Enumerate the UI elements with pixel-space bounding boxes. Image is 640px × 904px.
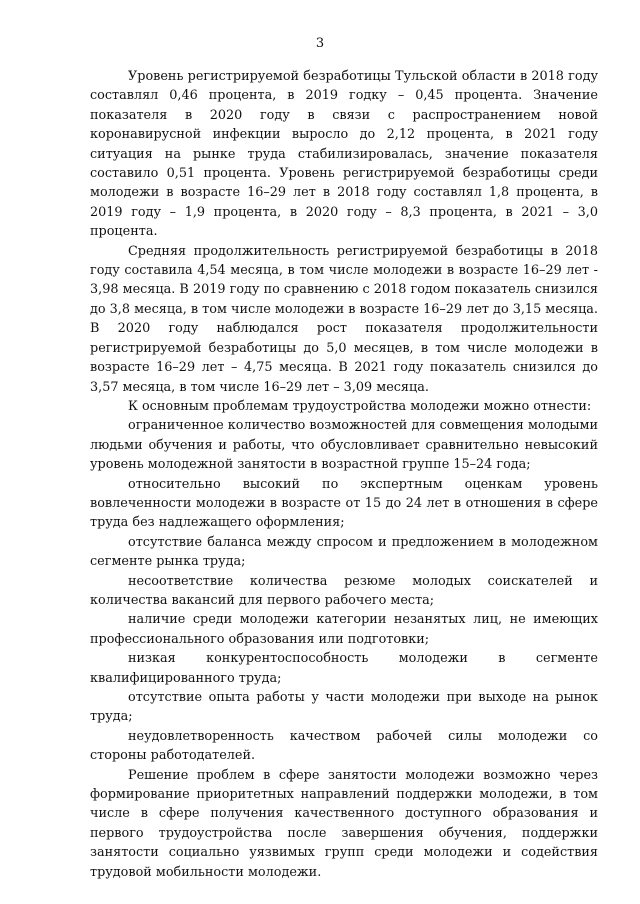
paragraph-unemployment-rate: Уровень регистрируемой безработицы Тульской области в 2018 году составлял 0,46 процента, в 2019 годку – 0,45 процента. Значение показателя в 2020 году в связи с распространением новой коронавирусной инфекции выросло до 2,12 процента, в 2021 году ситуация на рынке труда стабилизировалась, значение показателя составило 0,51 процента. Уровень регистрируемой безработицы среди молодежи в возрасте 16–29 лет в 2018 году составлял 1,8 процента, в 2019 году – 1,9 процента, в 2020 году – 8,3 процента, в 2021 – 3,0 процента. <box>90 69 598 240</box>
body-text <box>90 67 598 882</box>
paragraph-unemployment-duration: Средняя продолжительность регистрируемой безработицы в 2018 году составила 4,54 месяца, в том числе молодежи в возрасте 16–29 лет - 3,98 месяца. В 2019 году по сравнению с 2018 годом показатель снизился до 3,8 месяца, в том числе молодежи в возрасте 16–29 лет до 3,15 месяца. В 2020 году наблюдался рост показателя продолжительности регистрируемой безработицы до 5,0 месяцев, в том числе молодежи в возрасте 16–29 лет – 4,75 месяца. В 2021 году показатель снизился до 3,57 месяца, в том числе 16–29 лет – 3,09 месяца. <box>90 243 598 395</box>
paragraph-solution: Решение проблем в сфере занятости молодежи возможно через формирование приоритетных направлений поддержки молодежи, в том числе в сфере получения качественного доступного образования и первого трудоустройства после завершения обучения, поддержки занятости социально уязвимых групп среди молодежи и содействия трудовой мобильности молодежи. <box>90 767 598 880</box>
list-item-problem: отсутствие баланса между спросом и предложением в молодежном сегменте рынка труда; <box>90 534 598 570</box>
page-number: 3 <box>315 36 325 51</box>
list-item-problem: ограниченное количество возможностей для совмещения молодыми людьми обучения и работы, что обусловливает сравнительно невысокий уровень молодежной занятости в возрастной группе 15–24 года; <box>90 418 598 473</box>
list-item-problem: относительно высокий по экспертным оценкам уровень вовлеченности молодежи в возрасте от 15 до 24 лет в отношения в сфере труда без надлежащего оформления; <box>90 476 598 531</box>
list-item-problem: неудовлетворенность качеством рабочей силы молодежи со стороны работодателей. <box>90 728 598 764</box>
list-item-problem: низкая конкурентоспособность молодежи в сегменте квалифицированного труда; <box>90 651 598 686</box>
list-item-problem: отсутствие опыта работы у части молодежи при выходе на рынок труда; <box>90 690 598 725</box>
list-item-problem: несоответствие количества резюме молодых соискателей и количества вакансий для первого рабочего места; <box>90 573 598 608</box>
list-item-problem: наличие среди молодежи категории незанятых лиц, не имеющих профессионального образования или подготовки; <box>90 612 598 647</box>
paragraph-problems-intro: К основным проблемам трудоустройства молодежи можно отнести: <box>128 398 592 414</box>
